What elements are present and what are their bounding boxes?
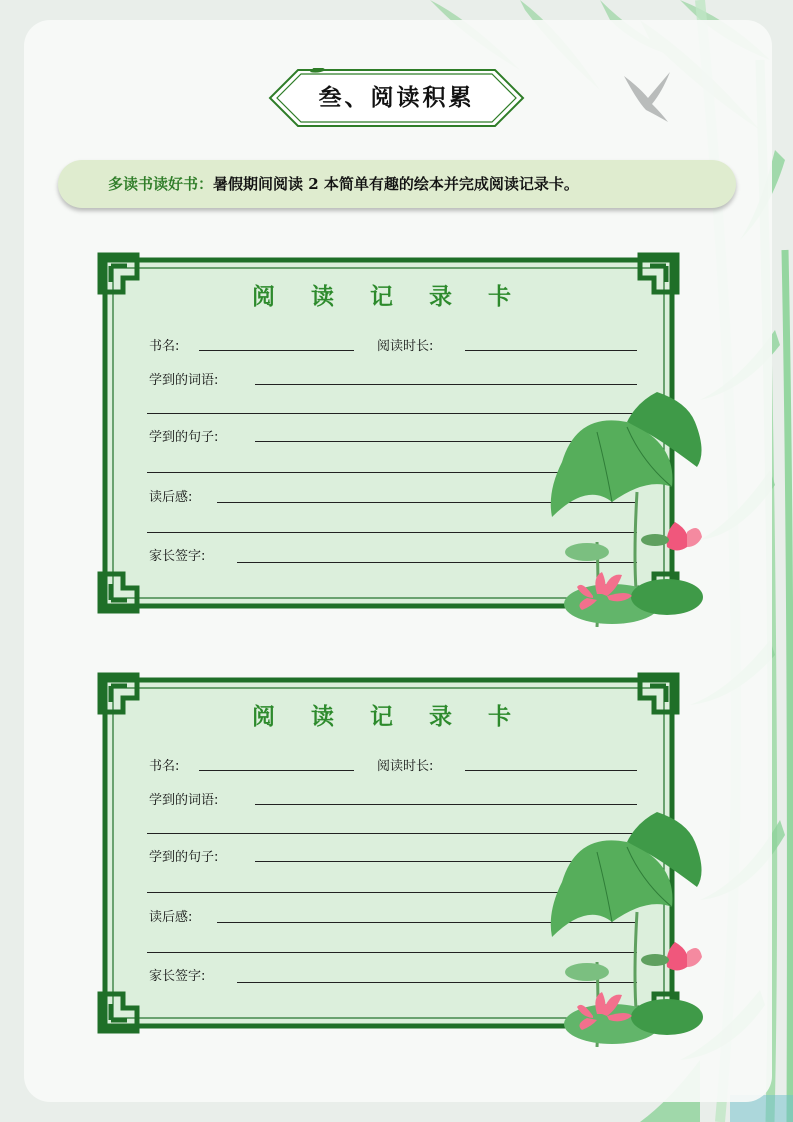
lotus-bud-icon xyxy=(667,942,702,971)
card-title: 阅 读 记 录 卡 xyxy=(251,703,526,730)
parent-signature-label: 家长签字: xyxy=(149,549,206,564)
reading-record-card-1 xyxy=(97,252,680,614)
reading-time-line[interactable] xyxy=(465,350,637,351)
reflection-label: 读后感: xyxy=(149,490,193,505)
sentences-label: 学到的句子: xyxy=(149,850,219,865)
parent-signature-label: 家长签字: xyxy=(149,969,206,984)
book-name-label: 书名: xyxy=(149,339,180,354)
book-name-label: 书名: xyxy=(149,759,180,774)
swallow-icon xyxy=(618,68,674,124)
lotus-bud-icon xyxy=(667,522,702,551)
book-name-line[interactable] xyxy=(199,350,354,351)
lotus-leaf-illustration xyxy=(537,382,707,627)
section-title-box xyxy=(268,68,525,128)
banner-text: 暑假期间阅读 2 本简单有趣的绘本并完成阅读记录卡。 xyxy=(213,175,579,193)
instruction-banner xyxy=(58,160,736,208)
reading-time-label: 阅读时长: xyxy=(377,759,434,774)
section-title: 叁、阅读积累 xyxy=(318,84,475,111)
reading-time-line[interactable] xyxy=(465,770,637,771)
sentences-label: 学到的句子: xyxy=(149,430,219,445)
book-name-line[interactable] xyxy=(199,770,354,771)
banner-lead: 多读书读好书： xyxy=(108,175,214,193)
words-label: 学到的词语: xyxy=(149,373,219,388)
lotus-leaf-illustration xyxy=(537,802,707,1047)
card-title: 阅 读 记 录 卡 xyxy=(251,283,526,310)
reflection-label: 读后感: xyxy=(149,910,193,925)
words-label: 学到的词语: xyxy=(149,793,219,808)
reading-time-label: 阅读时长: xyxy=(377,339,434,354)
reading-record-card-2 xyxy=(97,672,680,1034)
